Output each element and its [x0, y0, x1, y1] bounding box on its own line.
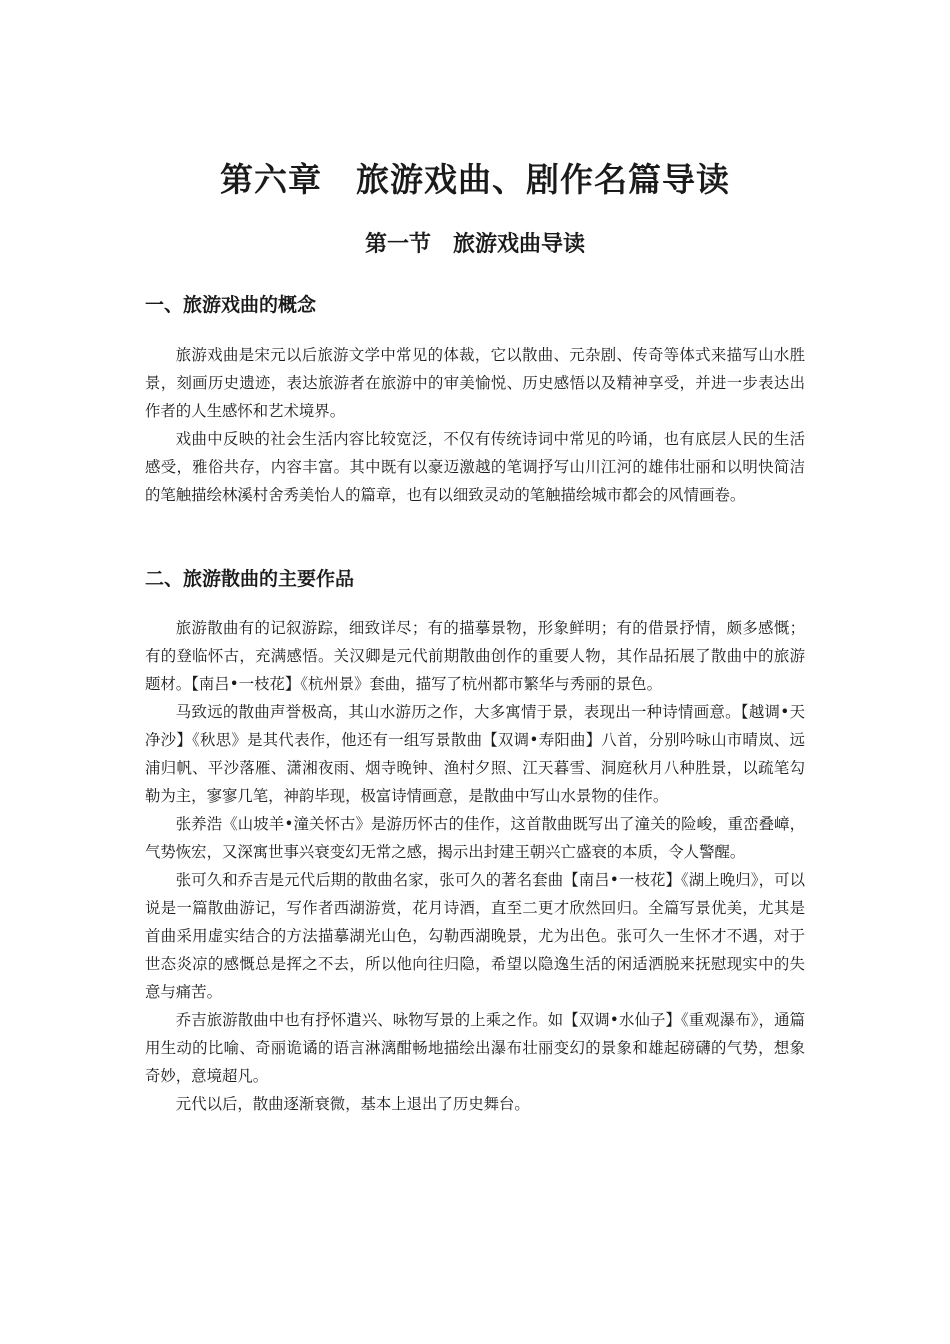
- paragraph: 旅游散曲有的记叙游踪，细致详尽；有的描摹景物，形象鲜明；有的借景抒情，颇多感慨；有的登临怀古，充满感悟。关汉卿是元代前期散曲创作的重要人物，其作品拓展了散曲中的旅游题材。【南吕•一枝花】《杭州景》套曲，描写了杭州都市繁华与秀丽的景色。: [145, 619, 805, 693]
- paragraph: 元代以后，散曲逐渐衰微，基本上退出了历史舞台。: [175, 1095, 530, 1113]
- section-concept-body: [145, 341, 805, 509]
- paragraph: 乔吉旅游散曲中也有抒怀遣兴、咏物写景的上乘之作。如【双调•水仙子】《重观瀑布》，通篇用生动的比喻、奇丽诡谲的语言淋漓酣畅地描绘出瀑布壮丽变幻的景象和雄起磅礴的气势，想象奇妙，意境超凡。: [145, 1011, 805, 1085]
- section-title: 第一节 旅游戏曲导读: [364, 232, 585, 257]
- paragraph: 马致远的散曲声誉极高，其山水游历之作，大多寓情于景，表现出一种诗情画意。【越调•天净沙】《秋思》是其代表作，他还有一组写景散曲【双调•寿阳曲】八首，分别吟咏山市晴岚、远浦归帆、平沙落雁、潇湘夜雨、烟寺晚钟、渔村夕照、江天暮雪、洞庭秋月八种胜景，以疏笔勾勒为主，寥寥几笔，神韵毕现，极富诗情画意，是散曲中写山水景物的佳作。: [145, 703, 805, 805]
- paragraph: 张可久和乔吉是元代后期的散曲名家，张可久的著名套曲【南吕•一枝花】《湖上晚归》，可以说是一篇散曲游记，写作者西湖游赏，花月诗酒，直至二更才欣然回归。全篇写景优美，尤其是首曲采用虚实结合的方法描摹湖光山色，勾勒西湖晚景，尤为出色。张可久一生怀才不遇，对于世态炎凉的感慨总是挥之不去，所以他向往归隐，希望以隐逸生活的闲适洒脱来抚慰现实中的失意与痛苦。: [145, 871, 805, 1001]
- paragraph: 张养浩《山坡羊•潼关怀古》是游历怀古的佳作，这首散曲既写出了潼关的险峻，重峦叠嶂，气势恢宏，又深寓世事兴衰变幻无常之感，揭示出封建王朝兴亡盛衰的本质，令人警醒。: [145, 815, 805, 861]
- paragraph: 旅游戏曲是宋元以后旅游文学中常见的体裁，它以散曲、元杂剧、传奇等体式来描写山水胜景，刻画历史遗迹，表达旅游者在旅游中的审美愉悦、历史感悟以及精神享受，并进一步表达出作者的人生感怀和艺术境界。: [145, 346, 805, 420]
- section-works-body: [145, 614, 805, 1118]
- heading-concept: 一、旅游戏曲的概念: [145, 294, 317, 316]
- chapter-title: 第六章 旅游戏曲、剧作名篇导读: [220, 160, 730, 199]
- paragraph: 戏曲中反映的社会生活内容比较宽泛，不仅有传统诗词中常见的吟诵，也有底层人民的生活感受，雅俗共存，内容丰富。其中既有以豪迈激越的笔调抒写山川江河的雄伟壮丽和以明快简洁的笔触描绘林溪村舍秀美怡人的篇章，也有以细致灵动的笔触描绘城市都会的风情画卷。: [145, 430, 805, 504]
- heading-major-works: 二、旅游散曲的主要作品: [145, 568, 355, 590]
